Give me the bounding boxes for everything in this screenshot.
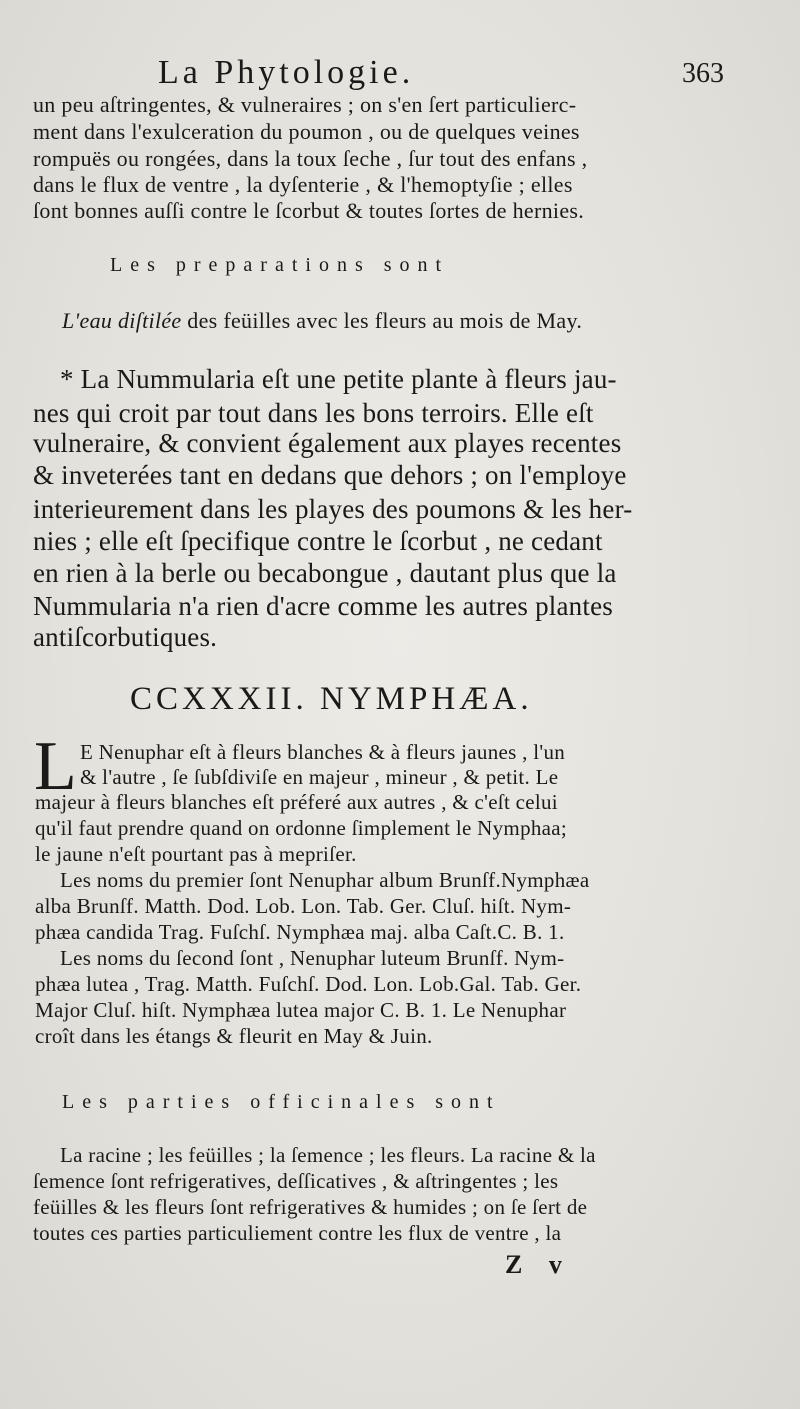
preparations-rest: des feüilles avec les fleurs au mois de May.	[181, 308, 583, 333]
text-line: Les noms du ſecond ſont , Nenuphar luteum Brunſf. Nym-	[60, 946, 565, 970]
text-line: rompuës ou rongées, dans la toux ſeche , ſur tout des enfans ,	[33, 146, 588, 171]
text-line: le jaune n'eſt pourtant pas à mepriſer.	[35, 842, 357, 866]
text-line: E Nenuphar eſt à fleurs blanches & à fleurs jaunes , l'un	[80, 740, 566, 764]
preparations-line	[62, 310, 582, 332]
text-line: ment dans l'exulceration du poumon , ou de quelques veines	[33, 119, 580, 144]
page-number: 363	[682, 58, 724, 89]
preparations-italic: L'eau diſtilée	[62, 308, 182, 333]
text-line: toutes ces parties particuliement contre les flux de ventre , la	[33, 1221, 562, 1245]
text-line: & l'autre , ſe ſubſdiviſe en majeur , mineur , & petit. Le	[80, 765, 559, 789]
text-line: alba Brunſf. Matth. Dod. Lob. Lon. Tab. Ger. Cluſ. hiſt. Nym-	[35, 894, 572, 918]
text-line: * La Nummularia eſt une petite plante à fleurs jau-	[60, 364, 617, 394]
text-line: dans le flux de ventre , la dyſenterie , & l'hemoptyſie ; elles	[33, 172, 573, 197]
text-line: & inveterées tant en dedans que dehors ; on l'employe	[33, 460, 627, 490]
parties-heading: Les parties officinales sont	[62, 1091, 501, 1113]
text-line: Nummularia n'a rien d'acre comme les autres plantes	[33, 591, 613, 621]
text-line: La racine ; les feüilles ; la ſemence ; les fleurs. La racine & la	[60, 1143, 596, 1167]
text-line: majeur à fleurs blanches eſt préferé aux autres , & c'eſt celui	[35, 790, 558, 814]
text-line: un peu aſtringentes, & vulneraires ; on s'en ſert particulierc-	[33, 92, 577, 117]
text-line: feüilles & les fleurs ſont refrigeratives & humides ; on ſe ſert de	[33, 1195, 588, 1219]
text-line: Les noms du premier ſont Nenuphar album Brunſf.Nymphæa	[60, 868, 590, 892]
preparations-heading: Les preparations sont	[110, 254, 450, 276]
text-line: antiſcorbutiques.	[33, 622, 218, 652]
chapter-heading: CCXXXII. NYMPHÆA.	[130, 681, 533, 717]
signature-mark: Z v	[505, 1250, 572, 1279]
text-line: Major Cluſ. hiſt. Nymphæa lutea major C. B. 1. Le Nenuphar	[35, 998, 567, 1022]
text-line: interieurement dans les playes des poumons & les her-	[33, 494, 633, 524]
text-line: phæa candida Trag. Fuſchſ. Nymphæa maj. alba Caſt.C. B. 1.	[35, 920, 565, 944]
text-line: ſemence ſont refrigeratives, deſſicatives , & aſtringentes ; les	[33, 1169, 559, 1193]
text-line: ſont bonnes auſſi contre le ſcorbut & toutes ſortes de hernies.	[33, 198, 585, 223]
running-header-title: La Phytologie.	[158, 54, 415, 91]
drop-cap: L	[34, 728, 77, 805]
text-line: nes qui croit par tout dans les bons terroirs. Elle eſt	[33, 398, 594, 428]
text-line: vulneraire, & convient également aux playes recentes	[33, 428, 622, 458]
text-line: en rien à la berle ou becabongue , dautant plus que la	[33, 558, 617, 588]
text-line: nies ; elle eſt ſpecifique contre le ſcorbut , ne cedant	[33, 526, 603, 556]
text-line: phæa lutea , Trag. Matth. Fuſchſ. Dod. Lon. Lob.Gal. Tab. Ger.	[35, 972, 582, 996]
text-line: croît dans les étangs & fleurit en May & Juin.	[35, 1024, 433, 1048]
text-line: qu'il faut prendre quand on ordonne ſimplement le Nymphaa;	[35, 816, 568, 840]
